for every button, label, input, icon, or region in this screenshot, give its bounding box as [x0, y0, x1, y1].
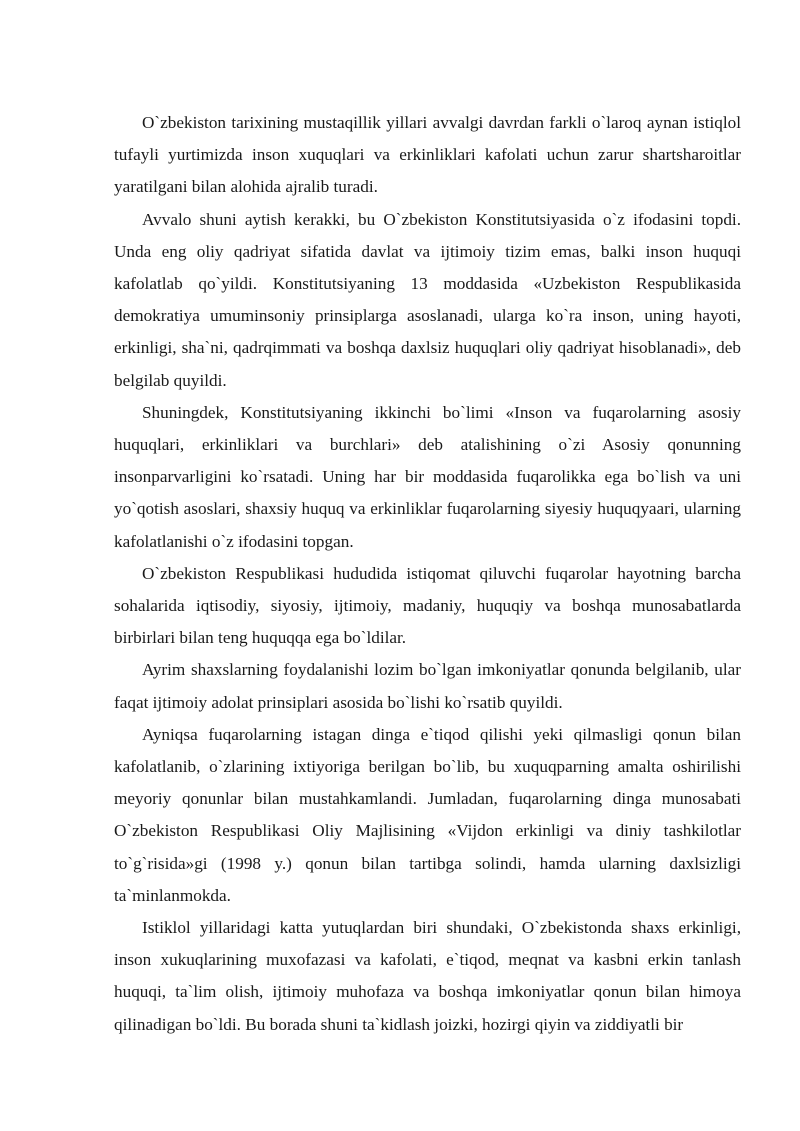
paragraph: Istiklol yillaridagi katta yutuqlardan biri shundaki, O`zbekistonda shaxs erkinligi, inson xukuqlarining muxofazasi va kafolati, e`tiqod, meqnat va kasbni erkin tanlash huquqi, ta`lim olish, ijtimoiy muhofaza va boshqa imkoniyatlar qonun bilan himoya qilinadigan bo`ldi. Bu borada shuni ta`kidlash joizki, hozirgi qiyin va ziddiyatli bir	[114, 918, 741, 1034]
paragraph: Ayniqsa fuqarolarning istagan dinga e`tiqod qilishi yeki qilmasligi qonun bilan kafolatlanib, o`zlarining ixtiyoriga berilgan bo`lib, bu xuquqparning amalta oshirilishi meyoriy qonunlar bilan mustahkamlandi. Jumladan, fuqarolarning dinga munosabati O`zbekiston Respublikasi Oliy Majlisining «Vijdon erkinligi va diniy tashkilotlar to`g`risida»gi (1998 y.) qonun bilan tartibga solindi, hamda ularning daxlsizligi ta`minlanmokda.	[114, 724, 741, 905]
paragraph: O`zbekiston tarixining mustaqillik yillari avvalgi davrdan farkli o`laroq aynan istiqlol tufayli yurtimizda inson xuquqlari va erkinliklari kafolati uchun zarur shartsharoitlar yaratilgani bilan alohida ajralib turadi.	[114, 113, 741, 197]
document-page	[114, 107, 741, 1041]
paragraph: O`zbekiston Respublikasi hududida istiqomat qiluvchi fuqarolar hayotning barcha sohalarida iqtisodiy, siyosiy, ijtimoiy, madaniy, huquqiy va boshqa munosabatlarda birbirlari bilan teng huquqqa ega bo`ldilar.	[114, 563, 741, 648]
paragraph: Shuningdek, Konstitutsiyaning ikkinchi bo`limi «Inson va fuqarolarning asosiy huquqlari, erkinliklari va burchlari» deb atalishining o`zi Asosiy qonunning insonparvarligini ko`rsatadi. Uning har bir moddasida fuqarolikka ega bo`lish va uni yo`qotish asoslari, shaxsiy huquq va erkinliklar fuqarolarning siyesiy huquqyaari, ularning kafolatlanishi o`z ifodasini topgan.	[114, 402, 741, 551]
paragraph: Ayrim shaxslarning foydalanishi lozim bo`lgan imkoniyatlar qonunda belgilanib, ular faqat ijtimoiy adolat prinsiplari asosida bo`lishi ko`rsatib quyildi.	[114, 660, 741, 712]
paragraph: Avvalo shuni aytish kerakki, bu O`zbekiston Konstitutsiyasida o`z ifodasini topdi. Unda eng oliy qadriyat sifatida davlat va ijtimoiy tizim emas, balki inson huquqi kafolatlab qo`yildi. Konstitutsiyaning 13 moddasida «Uzbekiston Respublikasida demokratiya umuminsoniy prinsiplarga asoslanadi, ularga ko`ra inson, uning hayoti, erkinligi, sha`ni, qadrqimmati va boshqa daxlsiz huquqlari oliy qadriyat hisoblanadi», deb belgilab quyildi.	[114, 209, 741, 390]
